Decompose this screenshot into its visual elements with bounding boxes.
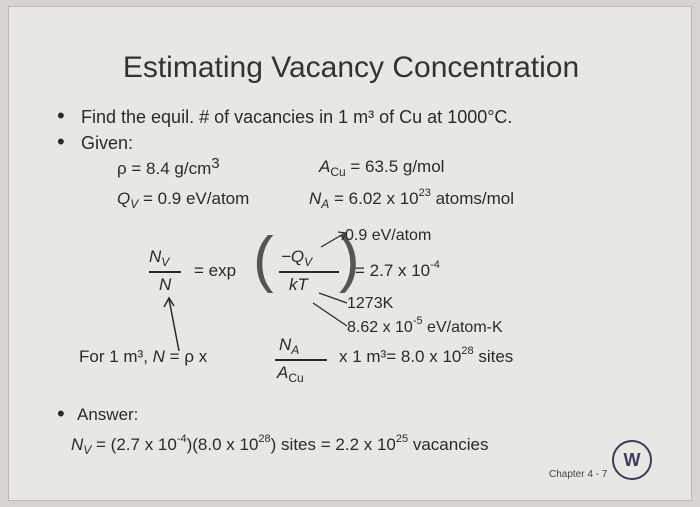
given-atomic-weight: $A_{Cu} = 63.5$ g/mol	[319, 157, 445, 179]
chapter-footer: Chapter 4 - 7	[549, 469, 608, 480]
n-denominator: N	[159, 275, 172, 294]
answer-equation: $N_V = (2.7$ x $10^{-4})(8.0$ x $10^{28}$) sites = 2.2 x $10^{25}$ vacancies	[71, 433, 489, 457]
bullet-given: Given:	[81, 133, 134, 153]
fraction-bar	[149, 271, 181, 273]
given-activation-energy: $Q_V = 0.9$ eV/atom	[117, 189, 250, 211]
arrow-icon	[319, 229, 349, 249]
sites-lead: For 1 m³, N = ρ x	[79, 347, 208, 366]
fraction-bar	[275, 359, 327, 361]
nv-numerator: $N_V$	[149, 247, 170, 269]
bullet-dot: •	[57, 129, 65, 154]
annotation-qv: 0.9 eV/atom	[345, 227, 432, 244]
given-density: ρ = 8.4 g/cm3	[117, 155, 220, 178]
exp-label: = exp	[194, 261, 237, 280]
bullet-dot: •	[57, 401, 65, 426]
annotation-temperature: 1273K	[347, 295, 394, 312]
arrow-icon	[309, 299, 349, 329]
answer-label: Answer:	[77, 405, 139, 424]
annotation-boltzmann: 8.62 x $10^{-5}$ eV/atom-K	[347, 315, 503, 336]
arrow-icon	[159, 295, 189, 355]
kt-denominator: kT	[289, 275, 308, 294]
university-seal-icon: W	[612, 440, 652, 480]
acu-denominator: $A_{Cu}$	[277, 363, 304, 385]
slide	[8, 6, 692, 501]
na-numerator: $N_A$	[279, 335, 300, 357]
given-avogadro: $N_A = 6.02$ x $10^{23}$ atoms/mol	[309, 187, 515, 211]
ratio-result: = 2.7 x $10^{-4}$	[355, 259, 440, 280]
left-paren: (	[253, 225, 274, 294]
minus-qv: $-Q_V$	[281, 247, 313, 269]
slide-title: Estimating Vacancy Concentration	[122, 51, 580, 84]
right-paren: )	[339, 225, 360, 294]
bullet-dot: •	[57, 103, 65, 128]
bullet-find: Find the equil. # of vacancies in 1 m³ of Cu at 1000°C.	[81, 107, 513, 127]
fraction-bar	[279, 271, 339, 273]
sites-result: x 1 m³= 8.0 x $10^{28}$ sites	[339, 345, 514, 366]
